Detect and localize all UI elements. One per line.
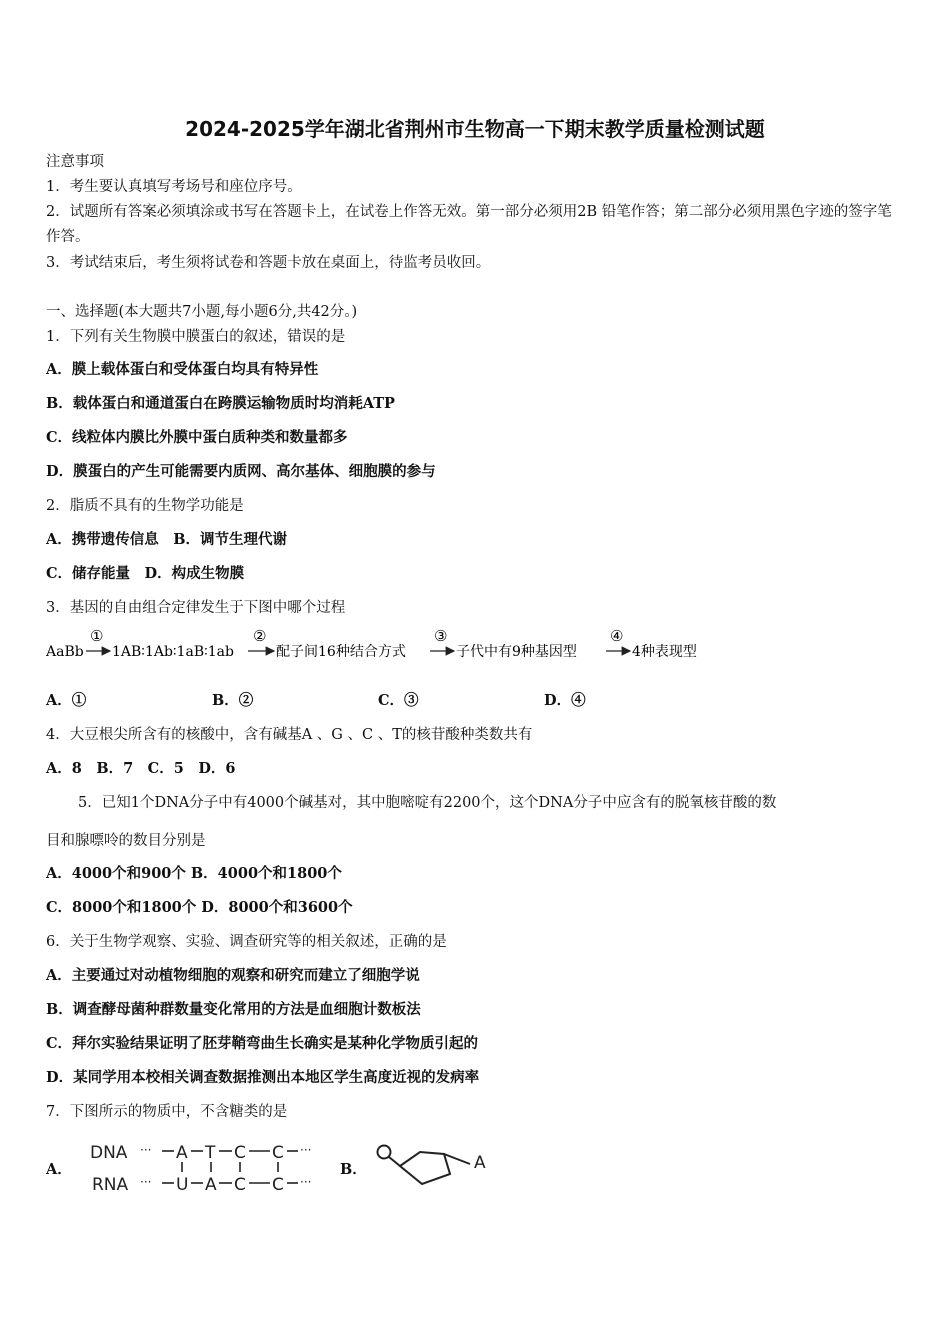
pentose-ring	[400, 1152, 450, 1184]
section-heading: 一、选择题(本大题共7小题,每小题6分,共42分。)	[46, 304, 358, 320]
q6-option-d: D．某同学用本校相关调查数据推测出本地区学生高度近视的发病率	[46, 1069, 480, 1086]
fig-rna-base-3: C	[234, 1175, 246, 1195]
q7-stem: 7．下图所示的物质中，不含糖类的是	[46, 1104, 288, 1120]
q5-stem-line1: 5．已知1个DNA分子中有4000个碱基对，其中胞嘧啶有2200个，这个DNA分子中应含有的脱氧核苷酸的数	[78, 795, 777, 811]
q7-figure-b-nucleotide	[374, 1138, 504, 1190]
page-title: 2024-2025学年湖北省荆州市生物高一下期末教学质量检测试题	[185, 117, 765, 141]
flow-step-1: 1AB∶1Ab∶1aB∶1ab	[112, 644, 234, 660]
fig-dna-base-1: A	[176, 1143, 188, 1163]
q4-options: A．8 B．7 C．5 D．6	[46, 760, 236, 777]
q2-options-row1: A．携带遗传信息 B．调节生理代谢	[46, 531, 288, 548]
q3-stem: 3．基因的自由组合定律发生于下图中哪个过程	[46, 600, 346, 616]
q1-stem: 1．下列有关生物膜中膜蛋白的叙述，错误的是	[46, 329, 346, 345]
flow-mark-2: ②	[253, 627, 267, 645]
fig-rna-base-2: A	[205, 1175, 217, 1195]
phosphate-circle	[378, 1146, 391, 1159]
q3-options	[46, 691, 710, 711]
q3-option-c: C．③	[378, 692, 419, 709]
flow-mark-4: ④	[610, 627, 624, 645]
fig-rna-dots-left: ···	[140, 1175, 152, 1189]
fig-dna-dots-right: ···	[300, 1143, 312, 1157]
notice-heading: 注意事项	[46, 154, 104, 170]
flow-step-4: 4种表现型	[632, 644, 697, 660]
flow-mark-1: ①	[90, 627, 104, 645]
fig-rna-dots-right: ···	[300, 1175, 312, 1189]
fig-dna-label: DNA	[90, 1143, 128, 1163]
q2-stem: 2．脂质不具有的生物学功能是	[46, 498, 244, 514]
q7-figure-a-dna-rna	[88, 1136, 328, 1198]
fig-rna-base-1: U	[176, 1175, 189, 1195]
flow-step-3: 子代中有9种基因型	[456, 644, 577, 660]
fig-dna-base-3: C	[234, 1143, 246, 1163]
notice-item-3: 3．考试结束后，考生须将试卷和答题卡放在桌面上，待监考员收回。	[46, 255, 491, 271]
flow-step-2: 配子间16种结合方式	[276, 644, 406, 660]
q4-stem: 4．大豆根尖所含有的核酸中，含有碱基A 、G 、C 、T的核苷酸种类数共有	[46, 727, 533, 743]
q6-option-c: C．拜尔实验结果证明了胚芽鞘弯曲生长确实是某种化学物质引起的	[46, 1035, 479, 1052]
q3-option-a: A．①	[46, 692, 87, 709]
q6-option-a: A．主要通过对动植物细胞的观察和研究而建立了细胞学说	[46, 967, 420, 984]
notice-item-2: 2．试题所有答案必须填涂或书写在答题卡上，在试卷上作答无效。第一部分必须用2B 铅笔作答；第二部分必须用黑色字迹的签字笔作答。	[46, 204, 892, 245]
q6-stem: 6．关于生物学观察、实验、调查研究等的相关叙述，正确的是	[46, 934, 447, 950]
q1-option-c: C．线粒体内膜比外膜中蛋白质种类和数量都多	[46, 429, 348, 446]
q2-options-row2: C．储存能量 D．构成生物膜	[46, 565, 245, 582]
q3-flow-diagram	[46, 626, 726, 666]
fig-dna-dots-left: ···	[140, 1143, 152, 1157]
q1-option-a: A．膜上载体蛋白和受体蛋白均具有特异性	[46, 361, 319, 378]
q1-option-d: D．膜蛋白的产生可能需要内质网、高尔基体、细胞膜的参与	[46, 463, 436, 480]
q6-option-b: B．调查酵母菌种群数量变化常用的方法是血细胞计数板法	[46, 1001, 421, 1018]
q3-option-b: B．②	[212, 692, 254, 709]
fig-base-label: A	[474, 1153, 486, 1173]
q1-option-b: B．载体蛋白和通道蛋白在跨膜运输物质时均消耗ATP	[46, 395, 395, 412]
q7-option-b-label: B．	[340, 1161, 367, 1178]
q5-options-row1: A．4000个和900个 B．4000个和1800个	[46, 865, 342, 882]
q7-option-a-label: A．	[46, 1161, 72, 1178]
fig-rna-label: RNA	[92, 1175, 129, 1195]
q3-option-d: D．④	[544, 692, 586, 709]
fig-dna-base-4: C	[272, 1143, 284, 1163]
fig-rna-base-4: C	[272, 1175, 284, 1195]
notice-item-1: 1．考生要认真填写考场号和座位序号。	[46, 179, 302, 195]
base-bond	[444, 1154, 470, 1164]
flow-start: AaBb	[46, 644, 84, 660]
q5-options-row2: C．8000个和1800个 D．8000个和3600个	[46, 899, 353, 916]
fig-dna-base-2: T	[205, 1143, 216, 1163]
phosphate-bond	[389, 1157, 400, 1166]
q5-stem-line2: 目和腺嘌呤的数目分别是	[46, 833, 206, 849]
flow-mark-3: ③	[434, 627, 448, 645]
